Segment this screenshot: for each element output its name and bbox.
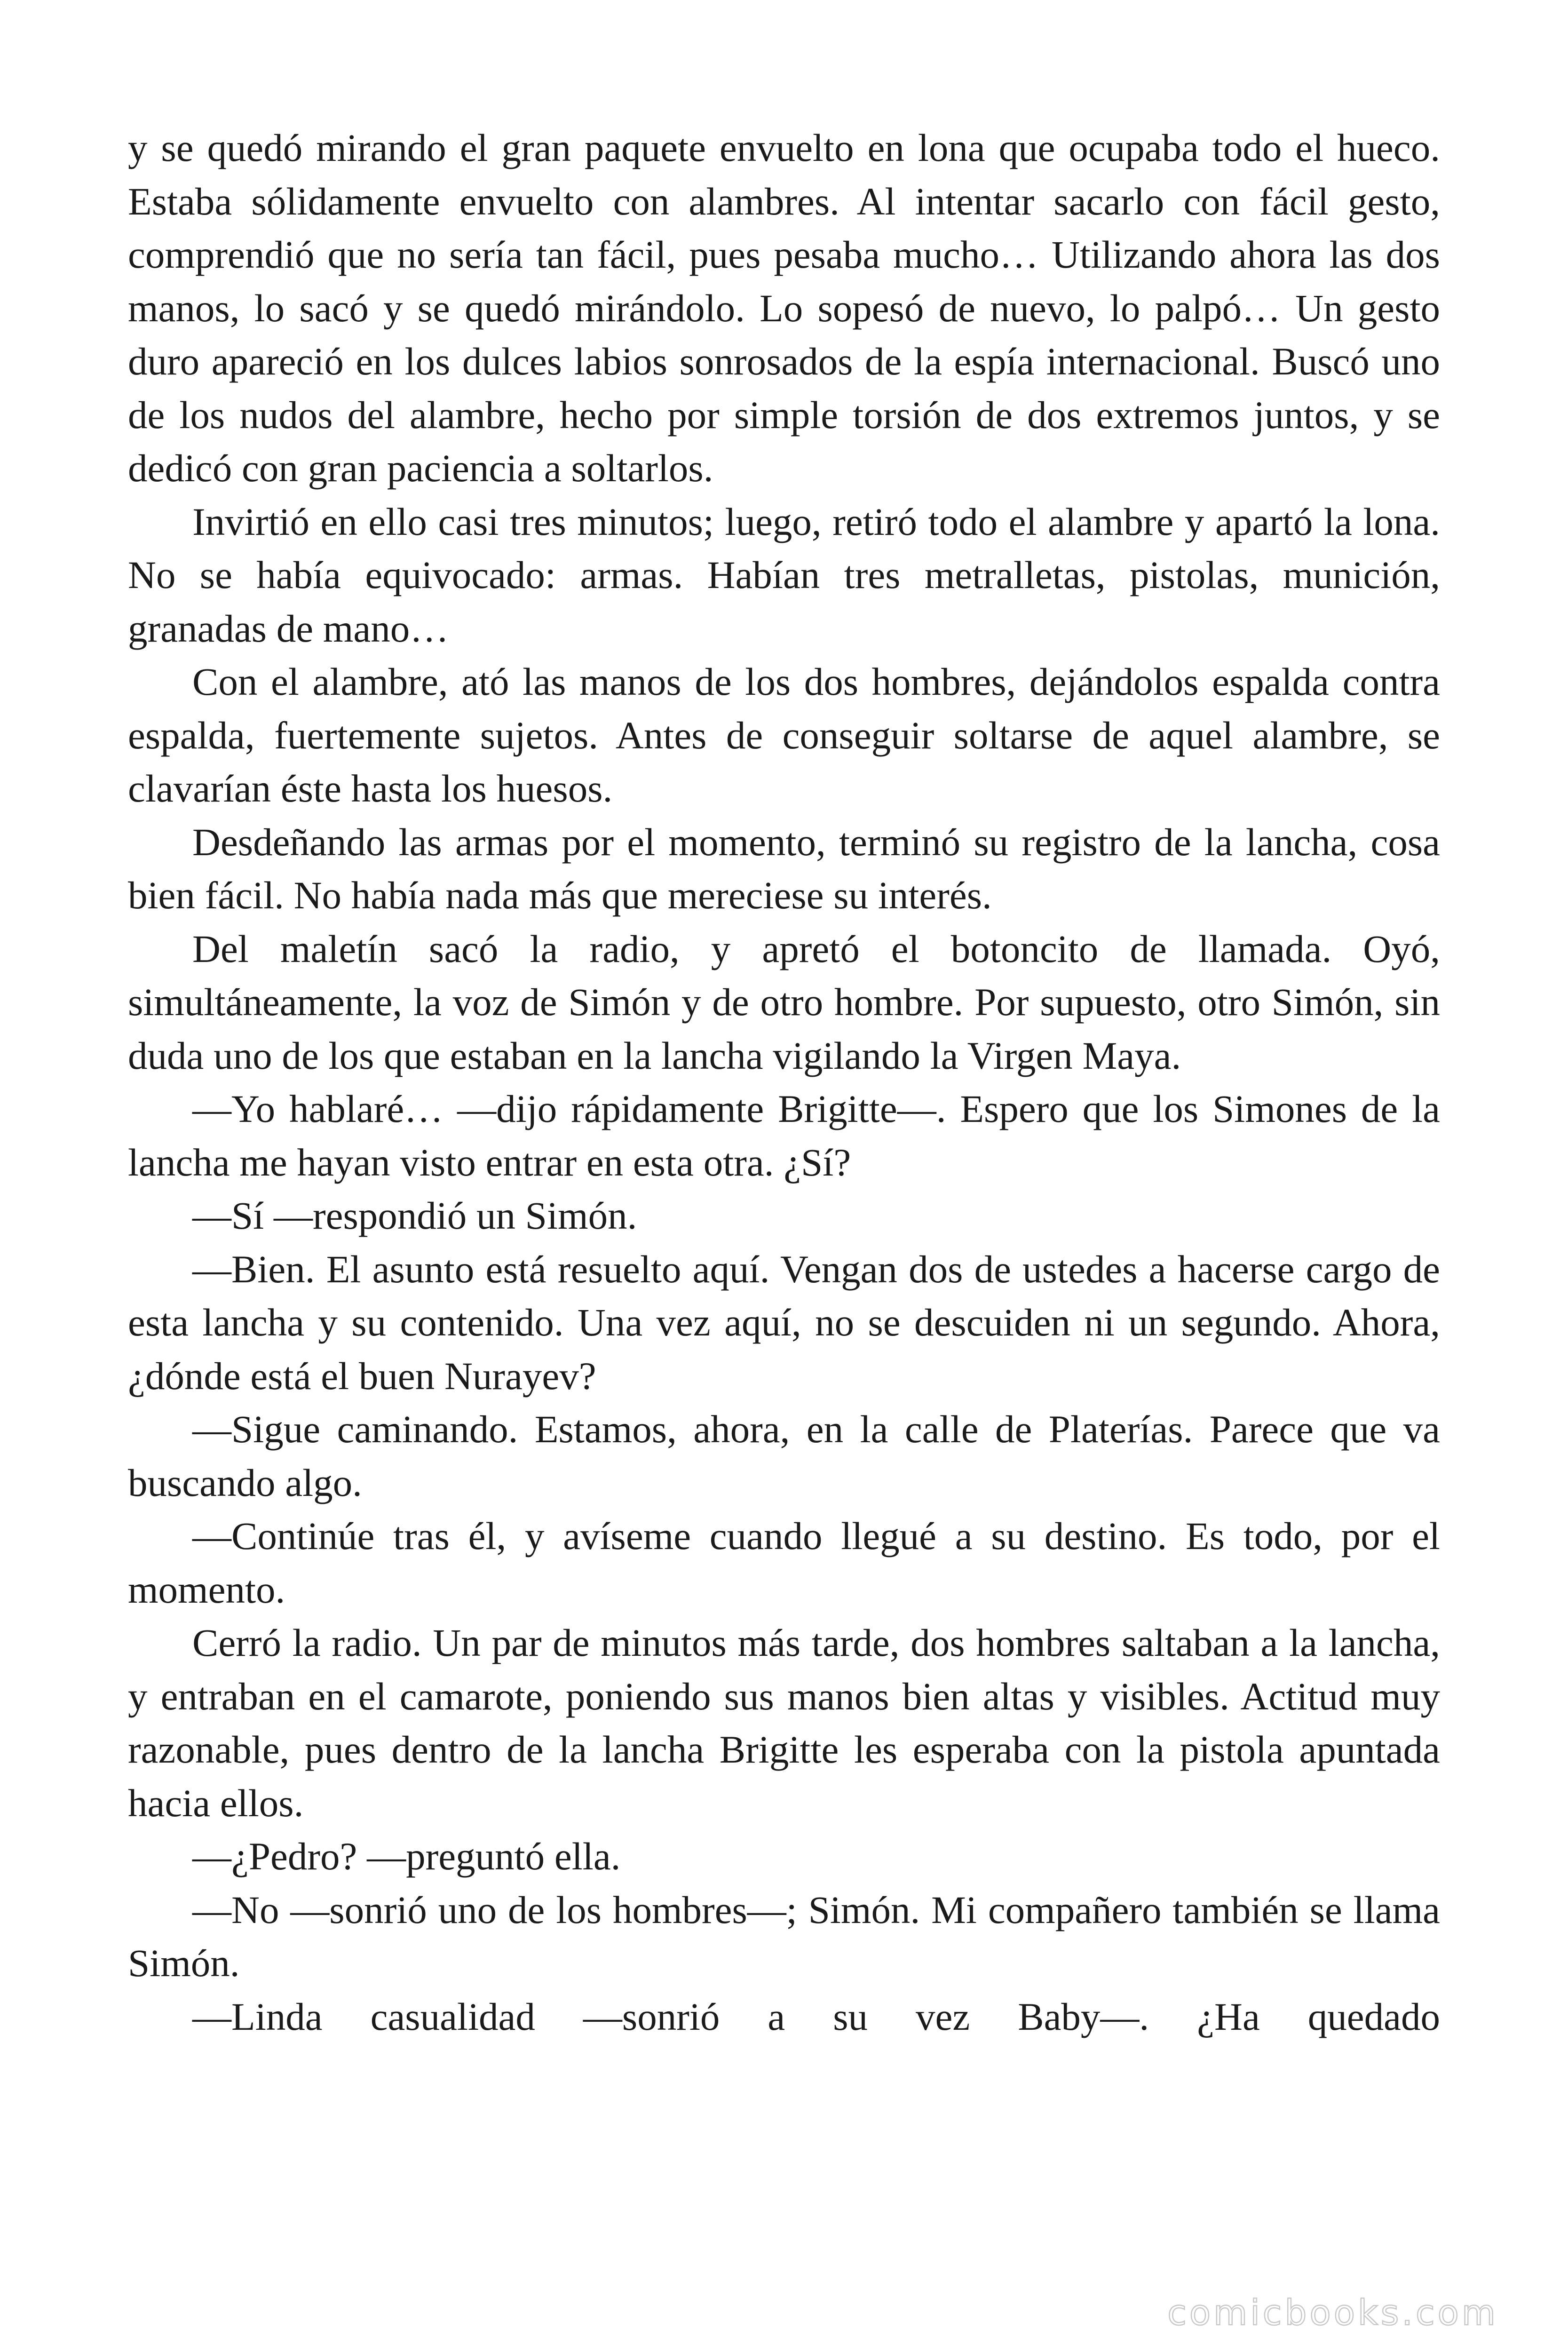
paragraph: Con el alambre, ató las manos de los dos hombres, dejándolos espalda contra espalda, fuertemente sujetos. Antes de conseguir soltarse de aquel alambre, se clavarían éste hasta los huesos. [128, 660, 1440, 810]
paragraph: —Continúe tras él, y avíseme cuando llegué a su destino. Es todo, por el momento. [128, 1514, 1440, 1611]
paragraph: —Linda casualidad —sonrió a su vez Baby—. ¿Ha quedado [192, 1994, 1440, 2038]
page-body [128, 121, 1440, 2043]
paragraph: —No —sonrió uno de los hombres—; Simón. Mi compañero también se llama Simón. [128, 1888, 1440, 1985]
paragraph: Del maletín sacó la radio, y apretó el botoncito de llamada. Oyó, simultáneamente, la voz de Simón y de otro hombre. Por supuesto, otro Simón, sin duda uno de los que estaban en la lancha vigilando la Virgen Maya. [128, 927, 1440, 1077]
paragraph: —Sí —respondió un Simón. [192, 1194, 637, 1237]
paragraph: Cerró la radio. Un par de minutos más tarde, dos hombres saltaban a la lancha, y entraban en el camarote, poniendo sus manos bien altas y visibles. Actitud muy razonable, pues dentro de la lancha Brigitte les esperaba con la pistola apuntada hacia ellos. [128, 1621, 1440, 1825]
paragraph: Desdeñando las armas por el momento, terminó su registro de la lancha, cosa bien fácil. No había nada más que mereciese su interés. [128, 820, 1440, 917]
paragraph: Invirtió en ello casi tres minutos; luego, retiró todo el alambre y apartó la lona. No se había equivocado: armas. Habían tres metralletas, pistolas, munición, granadas de mano… [128, 500, 1440, 650]
paragraph: —¿Pedro? —preguntó ella. [192, 1835, 621, 1878]
watermark: comicbooks.com [1167, 2293, 1498, 2333]
paragraph: —Bien. El asunto está resuelto aquí. Vengan dos de ustedes a hacerse cargo de esta lancha y su contenido. Una vez aquí, no se descuiden ni un segundo. Ahora, ¿dónde está el buen Nurayev? [128, 1247, 1440, 1398]
paragraph: y se quedó mirando el gran paquete envuelto en lona que ocupaba todo el hueco. Estaba sólidamente envuelto con alambres. Al intentar sacarlo con fácil gesto, comprendió que no sería tan fácil, pues pesaba mucho… Utilizando ahora las dos manos, lo sacó y se quedó mirándolo. Lo sopesó de nuevo, lo palpó… Un gesto duro apareció en los dulces labios sonrosados de la espía internacional. Buscó uno de los nudos del alambre, hecho por simple torsión de dos extremos juntos, y se dedicó con gran paciencia a soltarlos. [128, 126, 1440, 490]
paragraph: —Yo hablaré… —dijo rápidamente Brigitte—. Espero que los Simones de la lancha me hayan visto entrar en esta otra. ¿Sí? [128, 1087, 1440, 1184]
paragraph: —Sigue caminando. Estamos, ahora, en la calle de Platerías. Parece que va buscando algo. [128, 1407, 1440, 1504]
